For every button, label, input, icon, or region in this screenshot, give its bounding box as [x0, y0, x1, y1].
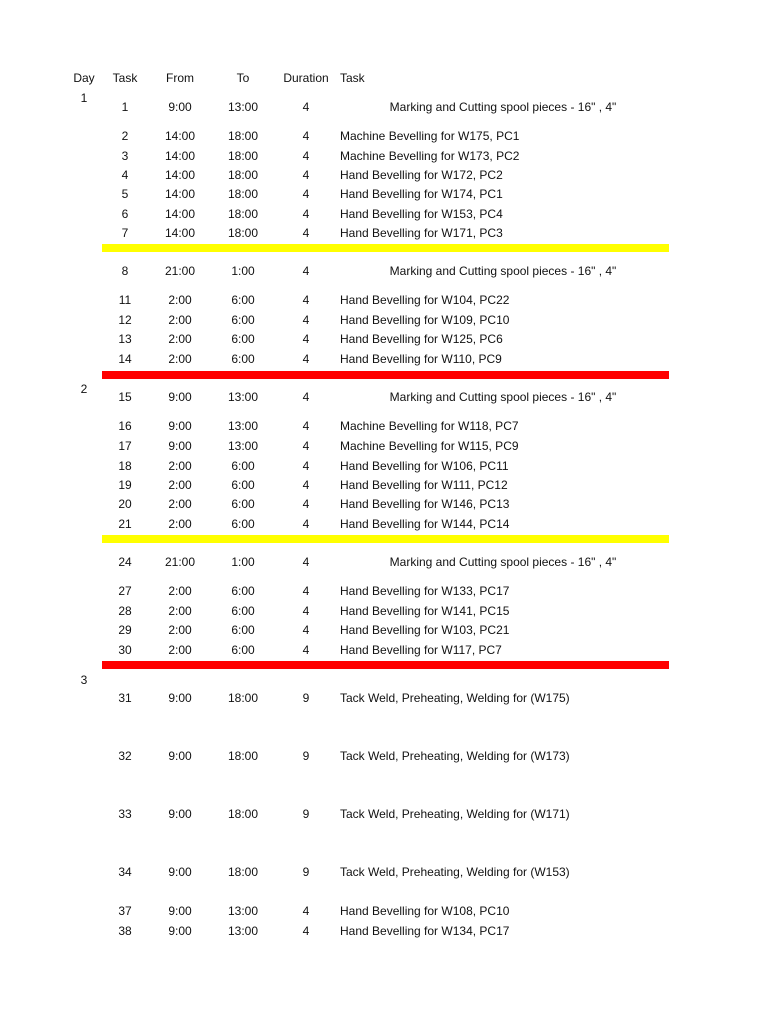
start-time: 14:00	[164, 207, 196, 221]
duration-hours: 9	[302, 749, 310, 763]
duration-hours: 4	[302, 168, 310, 182]
task-number: 37	[118, 904, 132, 918]
duration-hours: 4	[302, 149, 310, 163]
task-description: Hand Bevelling for W104, PC22	[340, 293, 510, 307]
end-time: 6:00	[231, 497, 255, 511]
header-day: Day	[73, 71, 95, 85]
end-time: 13:00	[227, 439, 259, 453]
end-time: 6:00	[231, 352, 255, 366]
end-time: 18:00	[227, 691, 259, 705]
duration-hours: 4	[302, 904, 310, 918]
start-time: 2:00	[168, 643, 192, 657]
duration-hours: 4	[302, 439, 310, 453]
end-time: 6:00	[231, 293, 255, 307]
start-time: 2:00	[168, 623, 192, 637]
end-time: 13:00	[227, 390, 259, 404]
task-number: 16	[118, 419, 132, 433]
task-number: 8	[121, 264, 129, 278]
start-time: 14:00	[164, 149, 196, 163]
task-description: Hand Bevelling for W111, PC12	[340, 478, 508, 492]
task-description: Tack Weld, Preheating, Welding for (W173)	[340, 749, 570, 763]
task-number: 31	[118, 691, 132, 705]
start-time: 14:00	[164, 226, 196, 240]
task-description: Machine Bevelling for W173, PC2	[340, 149, 520, 163]
task-number: 19	[118, 478, 132, 492]
duration-hours: 4	[302, 264, 310, 278]
duration-hours: 9	[302, 807, 310, 821]
task-number: 30	[118, 643, 132, 657]
task-description: Hand Bevelling for W110, PC9	[340, 352, 502, 366]
task-number: 13	[118, 332, 132, 346]
task-description: Marking and Cutting spool pieces - 16" , 4"	[389, 100, 617, 114]
start-time: 2:00	[168, 517, 192, 531]
end-time: 18:00	[227, 207, 259, 221]
duration-hours: 9	[302, 865, 310, 879]
duration-hours: 4	[302, 419, 310, 433]
task-description: Hand Bevelling for W141, PC15	[340, 604, 510, 618]
task-number: 21	[118, 517, 132, 531]
start-time: 2:00	[168, 604, 192, 618]
start-time: 9:00	[168, 807, 192, 821]
end-time: 18:00	[227, 807, 259, 821]
task-description: Hand Bevelling for W172, PC2	[340, 168, 503, 182]
end-time: 13:00	[227, 924, 259, 938]
task-description: Machine Bevelling for W118, PC7	[340, 419, 519, 433]
task-description: Hand Bevelling for W117, PC7	[340, 643, 502, 657]
end-time: 6:00	[231, 313, 255, 327]
task-description: Hand Bevelling for W144, PC14	[340, 517, 510, 531]
task-number: 29	[118, 623, 132, 637]
start-time: 2:00	[168, 478, 192, 492]
task-number: 15	[118, 390, 132, 404]
header-duration: Duration	[283, 71, 329, 85]
end-time: 18:00	[227, 129, 259, 143]
task-number: 11	[118, 293, 132, 307]
start-time: 2:00	[168, 293, 192, 307]
end-time: 6:00	[231, 332, 255, 346]
task-description: Hand Bevelling for W134, PC17	[340, 924, 510, 938]
start-time: 2:00	[168, 584, 192, 598]
start-time: 14:00	[164, 168, 196, 182]
duration-hours: 4	[302, 187, 310, 201]
start-time: 14:00	[164, 187, 196, 201]
duration-hours: 4	[302, 390, 310, 404]
end-time: 18:00	[227, 226, 259, 240]
duration-hours: 4	[302, 226, 310, 240]
task-description: Hand Bevelling for W146, PC13	[340, 497, 510, 511]
task-number: 2	[121, 129, 129, 143]
duration-hours: 4	[302, 100, 310, 114]
end-time: 6:00	[231, 478, 255, 492]
start-time: 2:00	[168, 459, 192, 473]
end-time: 18:00	[227, 749, 259, 763]
task-number: 18	[118, 459, 132, 473]
end-time: 6:00	[231, 517, 255, 531]
task-description: Hand Bevelling for W174, PC1	[340, 187, 503, 201]
task-number: 32	[118, 749, 132, 763]
start-time: 9:00	[168, 390, 192, 404]
task-number: 33	[118, 807, 132, 821]
end-time: 13:00	[227, 904, 259, 918]
task-number: 38	[118, 924, 132, 938]
yellow-separator-band	[102, 535, 669, 543]
start-time: 2:00	[168, 332, 192, 346]
start-time: 21:00	[164, 555, 196, 569]
day-label: 1	[80, 91, 88, 105]
start-time: 9:00	[168, 749, 192, 763]
end-time: 6:00	[231, 604, 255, 618]
duration-hours: 4	[302, 352, 310, 366]
task-number: 3	[121, 149, 129, 163]
end-time: 13:00	[227, 419, 259, 433]
end-time: 1:00	[231, 555, 255, 569]
duration-hours: 4	[302, 924, 310, 938]
end-time: 6:00	[231, 459, 255, 473]
task-number: 28	[118, 604, 132, 618]
start-time: 9:00	[168, 691, 192, 705]
red-separator-band	[102, 661, 669, 669]
duration-hours: 9	[302, 691, 310, 705]
task-number: 6	[121, 207, 129, 221]
task-description: Tack Weld, Preheating, Welding for (W175)	[340, 691, 570, 705]
task-number: 20	[118, 497, 132, 511]
task-description: Hand Bevelling for W106, PC11	[340, 459, 509, 473]
task-description: Marking and Cutting spool pieces - 16" , 4"	[389, 555, 617, 569]
end-time: 6:00	[231, 584, 255, 598]
task-description: Hand Bevelling for W125, PC6	[340, 332, 503, 346]
task-number: 14	[118, 352, 132, 366]
day-label: 2	[80, 382, 88, 396]
task-description: Hand Bevelling for W108, PC10	[340, 904, 510, 918]
start-time: 9:00	[168, 924, 192, 938]
task-number: 27	[118, 584, 132, 598]
day-label: 3	[80, 673, 88, 687]
duration-hours: 4	[302, 478, 310, 492]
task-description: Tack Weld, Preheating, Welding for (W153)	[340, 865, 570, 879]
end-time: 18:00	[227, 168, 259, 182]
start-time: 14:00	[164, 129, 196, 143]
duration-hours: 4	[302, 584, 310, 598]
start-time: 9:00	[168, 419, 192, 433]
duration-hours: 4	[302, 555, 310, 569]
header-to: To	[236, 71, 250, 85]
task-description: Hand Bevelling for W171, PC3	[340, 226, 503, 240]
task-number: 5	[121, 187, 129, 201]
header-task: Task	[112, 71, 138, 85]
header-description: Task	[340, 71, 365, 85]
task-number: 7	[121, 226, 129, 240]
end-time: 18:00	[227, 187, 259, 201]
task-number: 12	[118, 313, 132, 327]
duration-hours: 4	[302, 623, 310, 637]
task-number: 24	[118, 555, 132, 569]
end-time: 18:00	[227, 149, 259, 163]
end-time: 6:00	[231, 643, 255, 657]
task-description: Marking and Cutting spool pieces - 16" , 4"	[389, 390, 617, 404]
start-time: 9:00	[168, 439, 192, 453]
end-time: 6:00	[231, 623, 255, 637]
start-time: 2:00	[168, 497, 192, 511]
end-time: 1:00	[231, 264, 255, 278]
start-time: 9:00	[168, 865, 192, 879]
task-description: Machine Bevelling for W175, PC1	[340, 129, 520, 143]
header-from: From	[166, 71, 194, 85]
start-time: 2:00	[168, 352, 192, 366]
start-time: 9:00	[168, 904, 192, 918]
start-time: 9:00	[168, 100, 192, 114]
duration-hours: 4	[302, 604, 310, 618]
task-description: Hand Bevelling for W133, PC17	[340, 584, 510, 598]
start-time: 2:00	[168, 313, 192, 327]
duration-hours: 4	[302, 459, 310, 473]
duration-hours: 4	[302, 207, 310, 221]
duration-hours: 4	[302, 313, 310, 327]
task-description: Marking and Cutting spool pieces - 16" , 4"	[389, 264, 617, 278]
task-description: Hand Bevelling for W103, PC21	[340, 623, 510, 637]
duration-hours: 4	[302, 332, 310, 346]
duration-hours: 4	[302, 497, 310, 511]
task-number: 17	[118, 439, 132, 453]
task-description: Tack Weld, Preheating, Welding for (W171)	[340, 807, 570, 821]
end-time: 13:00	[227, 100, 259, 114]
task-number: 1	[121, 100, 129, 114]
duration-hours: 4	[302, 517, 310, 531]
task-description: Hand Bevelling for W153, PC4	[340, 207, 503, 221]
start-time: 21:00	[164, 264, 196, 278]
task-description: Hand Bevelling for W109, PC10	[340, 313, 510, 327]
end-time: 18:00	[227, 865, 259, 879]
task-description: Machine Bevelling for W115, PC9	[340, 439, 519, 453]
task-number: 4	[121, 168, 129, 182]
red-separator-band	[102, 371, 669, 379]
task-number: 34	[118, 865, 132, 879]
duration-hours: 4	[302, 643, 310, 657]
duration-hours: 4	[302, 293, 310, 307]
yellow-separator-band	[102, 244, 669, 252]
duration-hours: 4	[302, 129, 310, 143]
